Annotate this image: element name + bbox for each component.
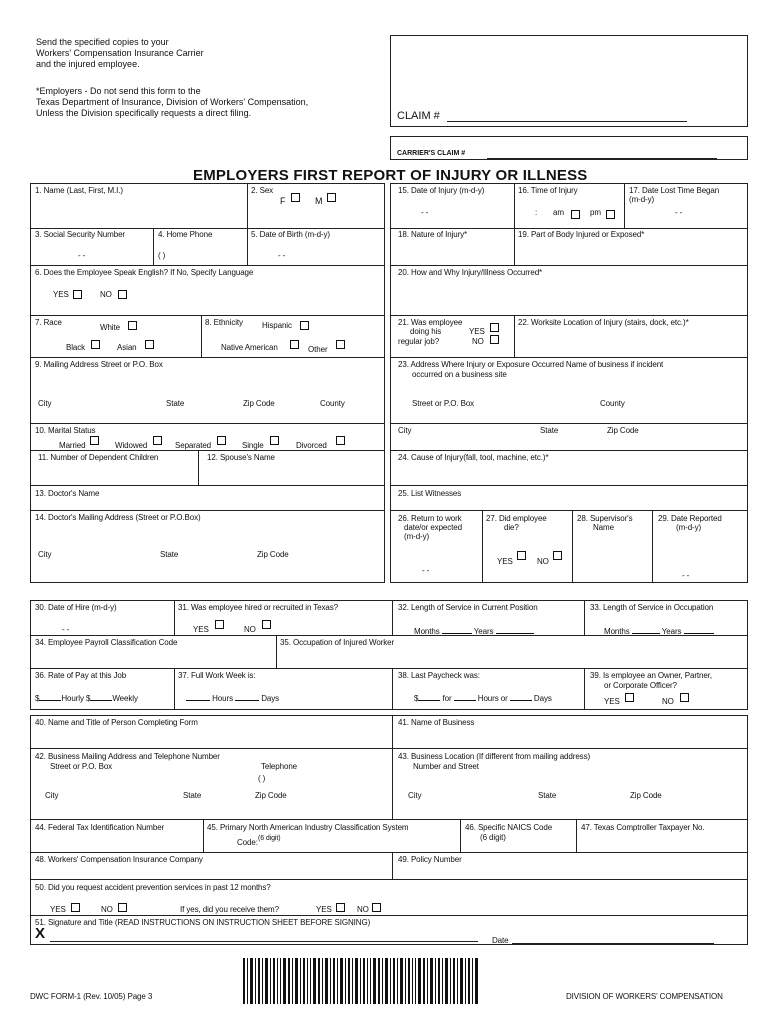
years-label: Years xyxy=(473,627,494,636)
marital-married-checkbox[interactable] xyxy=(90,436,99,445)
form-title: EMPLOYERS FIRST REPORT OF INJURY OR ILLNESS xyxy=(193,167,588,184)
ethnicity-other-label: Other xyxy=(308,345,328,354)
received-no-label: NO xyxy=(357,905,369,914)
field-26-line3: (m-d-y) xyxy=(404,532,430,541)
marital-married-label: Married xyxy=(59,441,86,450)
field-46-label: 46. Specific NAICS Code xyxy=(465,823,553,832)
doi-dashes: - - xyxy=(421,208,429,217)
owner-no-label: NO xyxy=(662,697,674,706)
division-name: DIVISION OF WORKERS' COMPENSATION xyxy=(566,992,723,1001)
english-no-checkbox[interactable] xyxy=(118,290,127,299)
field-3-label: 3. Social Security Number xyxy=(35,230,125,239)
died-no-label: NO xyxy=(537,557,549,566)
died-yes-checkbox[interactable] xyxy=(517,551,526,560)
field-46-digits: (6 digit) xyxy=(480,833,506,842)
signature-line[interactable] xyxy=(50,941,478,942)
date-label: Date xyxy=(492,936,509,945)
claim-label: CLAIM # xyxy=(397,110,440,122)
hourly-label: Hourly xyxy=(61,694,84,703)
months-label: Months xyxy=(604,627,630,636)
for-label: for xyxy=(442,694,452,703)
doctor-state-label: State xyxy=(160,550,179,559)
field-26-line2: date/or expected xyxy=(404,523,462,532)
field-42-label: 42. Business Mailing Address and Telephone Number xyxy=(35,752,220,761)
time-am-label: am xyxy=(553,208,564,217)
field-28-label: 28. Supervisor's xyxy=(577,514,633,523)
race-white-checkbox[interactable] xyxy=(128,321,137,330)
field-30-label: 30. Date of Hire (m-d-y) xyxy=(35,603,117,612)
marital-divorced-label: Divorced xyxy=(296,441,327,450)
telephone-label: Telephone xyxy=(261,762,298,771)
or-label: or xyxy=(500,694,508,703)
doctor-city-label: City xyxy=(38,550,52,559)
texas-no-checkbox[interactable] xyxy=(262,620,271,629)
time-colon: : xyxy=(535,208,538,217)
race-black-checkbox[interactable] xyxy=(91,340,100,349)
texas-no-label: NO xyxy=(244,625,256,634)
dob-dashes: - - xyxy=(278,251,286,260)
hire-dashes: - - xyxy=(62,625,70,634)
instruction-line: Unless the Division specifically requests a direct filing. xyxy=(36,108,252,118)
english-yes-label: YES xyxy=(53,290,69,299)
rate-of-pay: $ Hourly $ Weekly xyxy=(35,694,138,703)
instruction-line: Send the specified copies to your xyxy=(36,37,169,47)
received-yes-checkbox[interactable] xyxy=(336,903,345,912)
regular-job-yes-label: YES xyxy=(469,327,485,336)
business-zip-label: Zip Code xyxy=(255,791,287,800)
claim-box[interactable] xyxy=(390,35,748,127)
field-44-label: 44. Federal Tax Identification Number xyxy=(35,823,165,832)
marital-separated-checkbox[interactable] xyxy=(217,436,226,445)
field-45-label: 45. Primary North American Industry Classification System xyxy=(207,823,409,832)
died-no-checkbox[interactable] xyxy=(553,551,562,560)
time-pm-label: pm xyxy=(590,208,601,217)
telephone-parens: ( ) xyxy=(258,774,266,783)
field-5-label: 5. Date of Birth (m-d-y) xyxy=(251,230,330,239)
field-43-line2: Number and Street xyxy=(413,762,479,771)
marital-widowed-checkbox[interactable] xyxy=(153,436,162,445)
ethnicity-hispanic-label: Hispanic xyxy=(262,321,292,330)
english-no-label: NO xyxy=(100,290,112,299)
ssn-dashes: - - xyxy=(78,251,86,260)
regular-job-no-label: NO xyxy=(472,337,484,346)
weekly-label: Weekly xyxy=(112,694,138,703)
requested-no-checkbox[interactable] xyxy=(118,903,127,912)
instruction-line: Texas Department of Insurance, Division of Workers' Compensation, xyxy=(36,97,309,107)
ethnicity-hispanic-checkbox[interactable] xyxy=(300,321,309,330)
field-21-line3: regular job? xyxy=(398,337,440,346)
field-15-label: 15. Date of Injury (m-d-y) xyxy=(398,186,485,195)
site-zip-label: Zip Code xyxy=(607,426,639,435)
field-43-label: 43. Business Location (If different from mailing address) xyxy=(398,752,591,761)
sex-m-checkbox[interactable] xyxy=(327,193,336,202)
barcode xyxy=(243,958,478,1004)
form-id: DWC FORM-1 (Rev. 10/05) Page 3 xyxy=(30,992,153,1001)
received-no-checkbox[interactable] xyxy=(372,903,381,912)
field-17-label: 17. Date Lost Time Began xyxy=(629,186,720,195)
requested-no-label: NO xyxy=(101,905,113,914)
field-4-label: 4. Home Phone xyxy=(158,230,213,239)
field-40-label: 40. Name and Title of Person Completing Form xyxy=(35,718,198,727)
field-33-label: 33. Length of Service in Occupation xyxy=(590,603,714,612)
field-27-label: 27. Did employee xyxy=(486,514,547,523)
work-week xyxy=(186,692,279,703)
field-36-label: 36. Rate of Pay at this Job xyxy=(35,671,127,680)
field-23-label: 23. Address Where Injury or Exposure Occurred Name of business if incident xyxy=(398,360,664,369)
carrier-claim-label: CARRIER'S CLAIM # xyxy=(397,150,466,157)
field-42-line2: Street or P.O. Box xyxy=(50,762,113,771)
site-county-label: County xyxy=(600,399,625,408)
phone-parens: ( ) xyxy=(158,251,166,260)
field-20-label: 20. How and Why Injury/Illness Occurred* xyxy=(398,268,543,277)
field-2-label: 2. Sex xyxy=(251,186,274,195)
ethnicity-other-checkbox[interactable] xyxy=(336,340,345,349)
field-26-label: 26. Return to work xyxy=(398,514,462,523)
location-zip-label: Zip Code xyxy=(630,791,662,800)
field-29-label: 29. Date Reported xyxy=(658,514,722,523)
business-state-label: State xyxy=(183,791,202,800)
marital-widowed-label: Widowed xyxy=(115,441,148,450)
sex-m-label: M xyxy=(315,196,323,206)
texas-yes-label: YES xyxy=(193,625,209,634)
mailing-county-label: County xyxy=(320,399,345,408)
business-city-label: City xyxy=(45,791,59,800)
position-months xyxy=(414,625,534,636)
field-47-label: 47. Texas Comptroller Taxpayer No. xyxy=(581,823,705,832)
field-17-sub: (m-d-y) xyxy=(629,195,655,204)
received-question: If yes, did you receive them? xyxy=(180,905,279,914)
field-12-label: 12. Spouse's Name xyxy=(207,453,275,462)
regular-job-yes-checkbox[interactable] xyxy=(490,323,499,332)
english-yes-checkbox[interactable] xyxy=(73,290,82,299)
field-31-label: 31. Was employee hired or recruited in Texas? xyxy=(178,603,339,612)
location-city-label: City xyxy=(408,791,422,800)
marital-separated-label: Separated xyxy=(175,441,212,450)
sex-f-label: F xyxy=(280,196,286,206)
rtw-dashes: - - xyxy=(422,566,430,575)
date-line[interactable] xyxy=(512,943,714,944)
field-32-label: 32. Length of Service in Current Position xyxy=(398,603,538,612)
field-49-label: 49. Policy Number xyxy=(398,855,462,864)
site-street-label: Street or P.O. Box xyxy=(412,399,475,408)
regular-job-no-checkbox[interactable] xyxy=(490,335,499,344)
signature-x: X xyxy=(35,925,46,942)
field-45-digits: (6 digit) xyxy=(258,835,281,842)
ethnicity-native-checkbox[interactable] xyxy=(290,340,299,349)
texas-yes-checkbox[interactable] xyxy=(215,620,224,629)
field-19-label: 19. Part of Body Injured or Exposed* xyxy=(518,230,645,239)
mailing-city-label: City xyxy=(38,399,52,408)
hours-label: Hours xyxy=(477,694,499,703)
field-48-label: 48. Workers' Compensation Insurance Company xyxy=(35,855,203,864)
field-38-label: 38. Last Paycheck was: xyxy=(398,671,480,680)
site-state-label: State xyxy=(540,426,559,435)
field-11-label: 11. Number of Dependent Children xyxy=(38,453,159,462)
field-29-line2: (m-d-y) xyxy=(676,523,702,532)
owner-no-checkbox[interactable] xyxy=(680,693,689,702)
field-18-label: 18. Nature of Injury* xyxy=(398,230,468,239)
field-39-line2: or Corporate Officer? xyxy=(604,681,677,690)
lost-time-dashes: - - xyxy=(675,208,683,217)
sex-f-checkbox[interactable] xyxy=(291,193,300,202)
field-37-label: 37. Full Work Week is: xyxy=(178,671,256,680)
field-50-label: 50. Did you request accident prevention services in past 12 months? xyxy=(35,883,271,892)
doctor-zip-label: Zip Code xyxy=(257,550,289,559)
ethnicity-native-label: Native American xyxy=(221,343,278,352)
field-24-label: 24. Cause of Injury(fall, tool, machine, etc.)* xyxy=(398,453,549,462)
time-pm-checkbox[interactable] xyxy=(606,210,615,219)
reported-dashes: - - xyxy=(682,571,690,580)
race-asian-checkbox[interactable] xyxy=(145,340,154,349)
field-9-label: 9. Mailing Address Street or P.O. Box xyxy=(35,360,163,369)
months-label: Months xyxy=(414,627,440,636)
years-label: Years xyxy=(661,627,682,636)
requested-yes-checkbox[interactable] xyxy=(71,903,80,912)
employee-section xyxy=(30,183,385,583)
hours-label: Hours xyxy=(212,694,233,703)
race-asian-label: Asian xyxy=(117,343,137,352)
field-8-label: 8. Ethnicity xyxy=(205,318,243,327)
died-yes-label: YES xyxy=(497,557,513,566)
field-51-label: 51. Signature and Title (READ INSTRUCTIONS ON INSTRUCTION SHEET BEFORE SIGNING) xyxy=(35,918,371,927)
field-28-line2: Name xyxy=(593,523,614,532)
days-label: Days xyxy=(261,694,280,703)
field-25-label: 25. List Witnesses xyxy=(398,489,462,498)
field-1-label: 1. Name (Last, First, M.I.) xyxy=(35,186,123,195)
field-10-label: 10. Marital Status xyxy=(35,426,96,435)
field-21-line2: doing his xyxy=(410,327,442,336)
owner-yes-checkbox[interactable] xyxy=(625,693,634,702)
field-23-line2: occurred on a business site xyxy=(412,370,507,379)
requested-yes-label: YES xyxy=(50,905,66,914)
race-black-label: Black xyxy=(66,343,86,352)
days-label: Days xyxy=(533,694,552,703)
received-yes-label: YES xyxy=(316,905,332,914)
instruction-line: *Employers - Do not send this form to the xyxy=(36,86,201,96)
instructions-carrier xyxy=(36,37,204,70)
marital-single-label: Single xyxy=(242,441,264,450)
field-13-label: 13. Doctor's Name xyxy=(35,489,100,498)
owner-yes-label: YES xyxy=(604,697,620,706)
field-35-label: 35. Occupation of Injured Worker xyxy=(280,638,395,647)
field-27-line2: die? xyxy=(504,523,519,532)
field-14-label: 14. Doctor's Mailing Address (Street or P.O.Box) xyxy=(35,513,201,522)
time-am-checkbox[interactable] xyxy=(571,210,580,219)
instructions-employer xyxy=(36,86,308,119)
marital-divorced-checkbox[interactable] xyxy=(336,436,345,445)
marital-single-checkbox[interactable] xyxy=(270,436,279,445)
field-16-label: 16. Time of Injury xyxy=(518,186,578,195)
field-21-label: 21. Was employee xyxy=(398,318,463,327)
occupation-months xyxy=(604,625,714,636)
field-45-code: Code: xyxy=(237,838,258,847)
instruction-line: and the injured employee. xyxy=(36,59,140,69)
field-6-label: 6. Does the Employee Speak English? If No, Specify Language xyxy=(35,268,254,277)
mailing-zip-label: Zip Code xyxy=(243,399,275,408)
race-white-label: White xyxy=(100,323,120,332)
instruction-line: Workers' Compensation Insurance Carrier xyxy=(36,48,204,58)
field-7-label: 7. Race xyxy=(35,318,62,327)
field-41-label: 41. Name of Business xyxy=(398,718,475,727)
field-22-label: 22. Worksite Location of Injury (stairs, dock, etc.)* xyxy=(518,318,689,327)
location-state-label: State xyxy=(538,791,557,800)
mailing-state-label: State xyxy=(166,399,185,408)
last-paycheck: $ for Hours or Days xyxy=(414,694,552,703)
field-34-label: 34. Employee Payroll Classification Code xyxy=(35,638,178,647)
field-39-label: 39. Is employee an Owner, Partner, xyxy=(590,671,713,680)
site-city-label: City xyxy=(398,426,412,435)
